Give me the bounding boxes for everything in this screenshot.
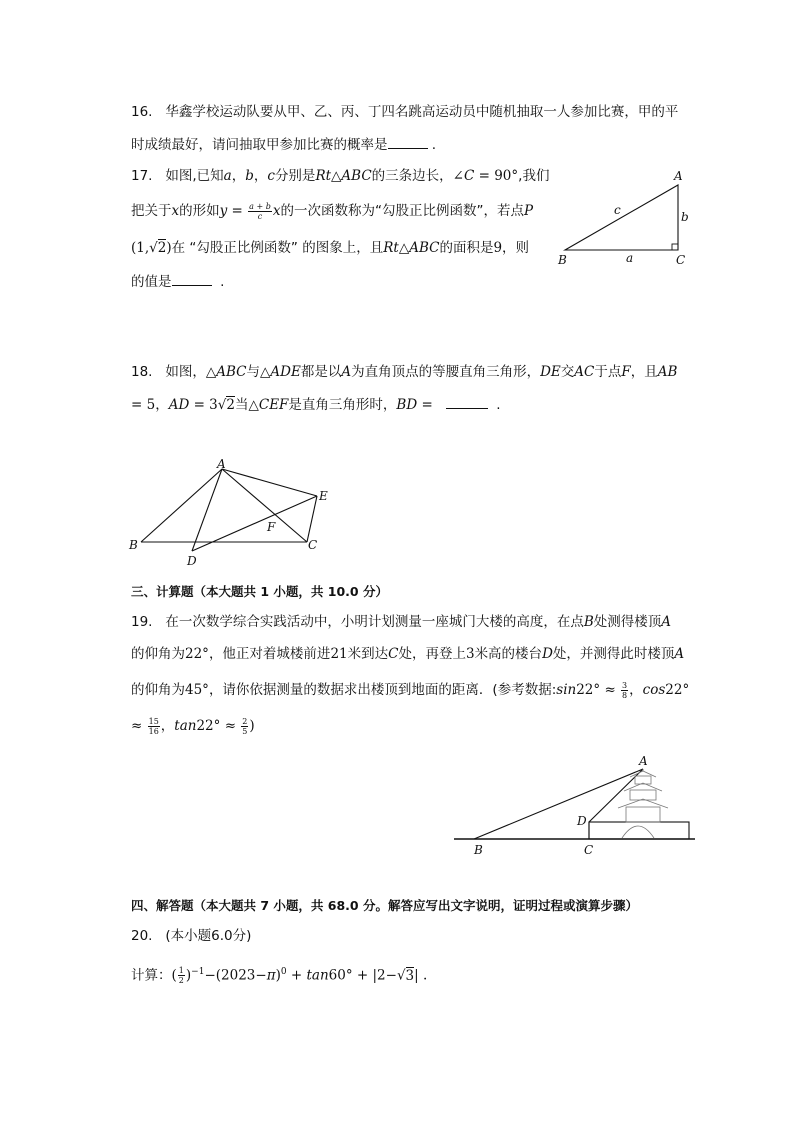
q17-text: 如图,已知 bbox=[165, 168, 224, 184]
q19-text: 米高的楼台 bbox=[474, 646, 543, 662]
label-B: B bbox=[129, 538, 138, 552]
q16-text-1: 华鑫学校运动队要从甲、乙、丙、丁四名跳高运动员中随机抽取一人参加比赛，甲的平 bbox=[165, 104, 679, 120]
label-B: B bbox=[558, 253, 567, 267]
section-4-heading: 四、解答题（本大题共 7 小题，共 68.0 分。解答应写出文字说明，证明过程或演算步骤） bbox=[131, 898, 638, 913]
q19-text: ，请你依据测量的数据求出楼顶到地面的距离．(参考数据: bbox=[208, 682, 557, 698]
fraction: $\frac{1}{2}$ bbox=[178, 966, 184, 985]
fraction: $\frac{3}{8}$ bbox=[622, 680, 628, 700]
q19-line-1: 19. 在一次数学综合实践活动中，小明计划测量一座城门大楼的高度，在点B处测得楼顶A bbox=[131, 614, 672, 630]
q18-line-1: 18. 如图，△ABC与△ADE都是以A为直角顶点的等腰直角三角形，DE交AC于点F，且AB bbox=[131, 364, 678, 380]
label-D: D bbox=[577, 814, 587, 828]
q18-number: 18. bbox=[131, 364, 153, 380]
q19-text: 处，再登上 bbox=[398, 646, 466, 662]
section-3-heading: 三、计算题（本大题共 1 小题，共 10.0 分） bbox=[131, 584, 388, 599]
q17-text: 的三条边长， bbox=[371, 168, 453, 184]
q16-line-2: 时成绩最好，请问抽取甲参加比赛的概率是 . bbox=[131, 134, 436, 155]
q17-line-4: 的值是 . bbox=[131, 271, 224, 292]
q17-line-1: 17. 如图,已知a，b，c分别是Rt△ABC的三条边长，∠C = 90°,我们 bbox=[131, 168, 550, 184]
q19-text: 的仰角为 bbox=[131, 682, 185, 698]
q20-line-1 bbox=[131, 926, 251, 946]
q18-text: 于点 bbox=[594, 364, 622, 380]
label-c: c bbox=[614, 203, 621, 217]
label-A: A bbox=[674, 169, 683, 183]
q18-text: 是直角三角形时， bbox=[288, 397, 397, 413]
q17-line-2: 把关于x的形如y = $\frac{a + b}{c}$ x的一次函数称为“勾股正比例函数”，若点P bbox=[131, 201, 534, 221]
q19-text: 处，并测得此时楼顶 bbox=[552, 646, 675, 662]
q17-text: 的值是 bbox=[131, 274, 172, 290]
q17-text: 的面积是 bbox=[439, 240, 494, 256]
q18-text: ，且 bbox=[630, 364, 658, 380]
fraction: $\frac{a + b}{c}$ bbox=[249, 201, 271, 221]
q19-text: 的仰角为 bbox=[131, 646, 185, 662]
label-A: A bbox=[639, 754, 648, 768]
q18-text: 与 bbox=[246, 364, 260, 380]
q18-text: 为直角顶点的等腰直角三角形， bbox=[351, 364, 541, 380]
q17-number: 17. bbox=[131, 168, 153, 184]
q19-line-3: 的仰角为45°，请你依据测量的数据求出楼顶到地面的距离．(参考数据:sin22° ≈ $\frac{3}{8}$ ，cos22° bbox=[131, 680, 690, 700]
q19-text: ，他正对着城楼前进 bbox=[208, 646, 331, 662]
fraction: $\frac{15}{16}$ bbox=[148, 716, 159, 736]
q17-right-triangle-figure bbox=[548, 166, 698, 270]
label-B: B bbox=[474, 843, 483, 857]
q18-line-2: = 5，AD = 3√2当△CEF是直角三角形时，BD = . bbox=[131, 394, 501, 415]
q18-text: 如图， bbox=[165, 364, 206, 380]
label-F: F bbox=[267, 520, 276, 534]
q17-text: 把关于 bbox=[131, 203, 172, 219]
q17-text: 的形如 bbox=[179, 203, 220, 219]
label-C: C bbox=[308, 538, 318, 552]
answer-blank[interactable] bbox=[172, 271, 212, 286]
q19-tower-figure bbox=[450, 752, 700, 862]
q17-text: 分别是 bbox=[274, 168, 316, 184]
q18-text: 当 bbox=[234, 397, 249, 413]
q17-line-3: (1,√2)在 “勾股正比例函数” 的图象上，且Rt△ABC的面积是9，则 bbox=[131, 240, 530, 256]
q17-text: ,我们 bbox=[518, 168, 550, 184]
q19-text: 米到达 bbox=[347, 646, 389, 662]
q20-line-2: 计算：( $\frac{1}{2}$ )$^{-1}-(2023-\pi)^0 + \tan 60^\circ + |2-√3|$ . bbox=[131, 966, 428, 985]
q19-text: 处测得楼顶 bbox=[593, 614, 662, 630]
label-A: A bbox=[217, 457, 226, 471]
answer-blank[interactable] bbox=[446, 394, 488, 409]
q19-number: 19. bbox=[131, 614, 153, 630]
q18-triangles-figure bbox=[124, 455, 340, 570]
q17-text: 的一次函数称为“勾股正比例函数”，若点 bbox=[280, 203, 524, 219]
q20-calc-label: 计算： bbox=[131, 967, 172, 984]
label-b: b bbox=[681, 210, 689, 224]
q18-text: 交 bbox=[560, 364, 575, 380]
label-E: E bbox=[319, 489, 328, 503]
q19-line-2: 的仰角为22°，他正对着城楼前进21米到达C处，再登上3米高的楼台D处，并测得此时楼顶A bbox=[131, 646, 685, 662]
q16-text-2: 时成绩最好，请问抽取甲参加比赛的概率是 bbox=[131, 137, 388, 153]
fraction: $\frac{2}{5}$ bbox=[242, 716, 248, 736]
q17-text: ，则 bbox=[502, 240, 530, 256]
label-a: a bbox=[626, 251, 634, 265]
q20-number: 20. bbox=[131, 928, 153, 944]
q19-text: 在一次数学综合实践活动中，小明计划测量一座城门大楼的高度，在点 bbox=[165, 614, 584, 630]
tower-drawing bbox=[618, 769, 668, 838]
q20-score: (本小题6.0分) bbox=[165, 928, 252, 944]
answer-blank[interactable] bbox=[388, 134, 428, 149]
label-C: C bbox=[584, 843, 594, 857]
label-D: D bbox=[187, 554, 197, 568]
q18-text: 都是以 bbox=[300, 364, 342, 380]
q19-line-4: ≈ $\frac{15}{16}$ ，tan22° ≈ $\frac{2}{5}$ ) bbox=[131, 716, 255, 736]
label-C: C bbox=[676, 253, 686, 267]
q16-number: 16. bbox=[131, 104, 153, 120]
q16-line-1 bbox=[131, 102, 678, 122]
q17-text: 在 “勾股正比例函数” 的图象上，且 bbox=[171, 240, 384, 256]
